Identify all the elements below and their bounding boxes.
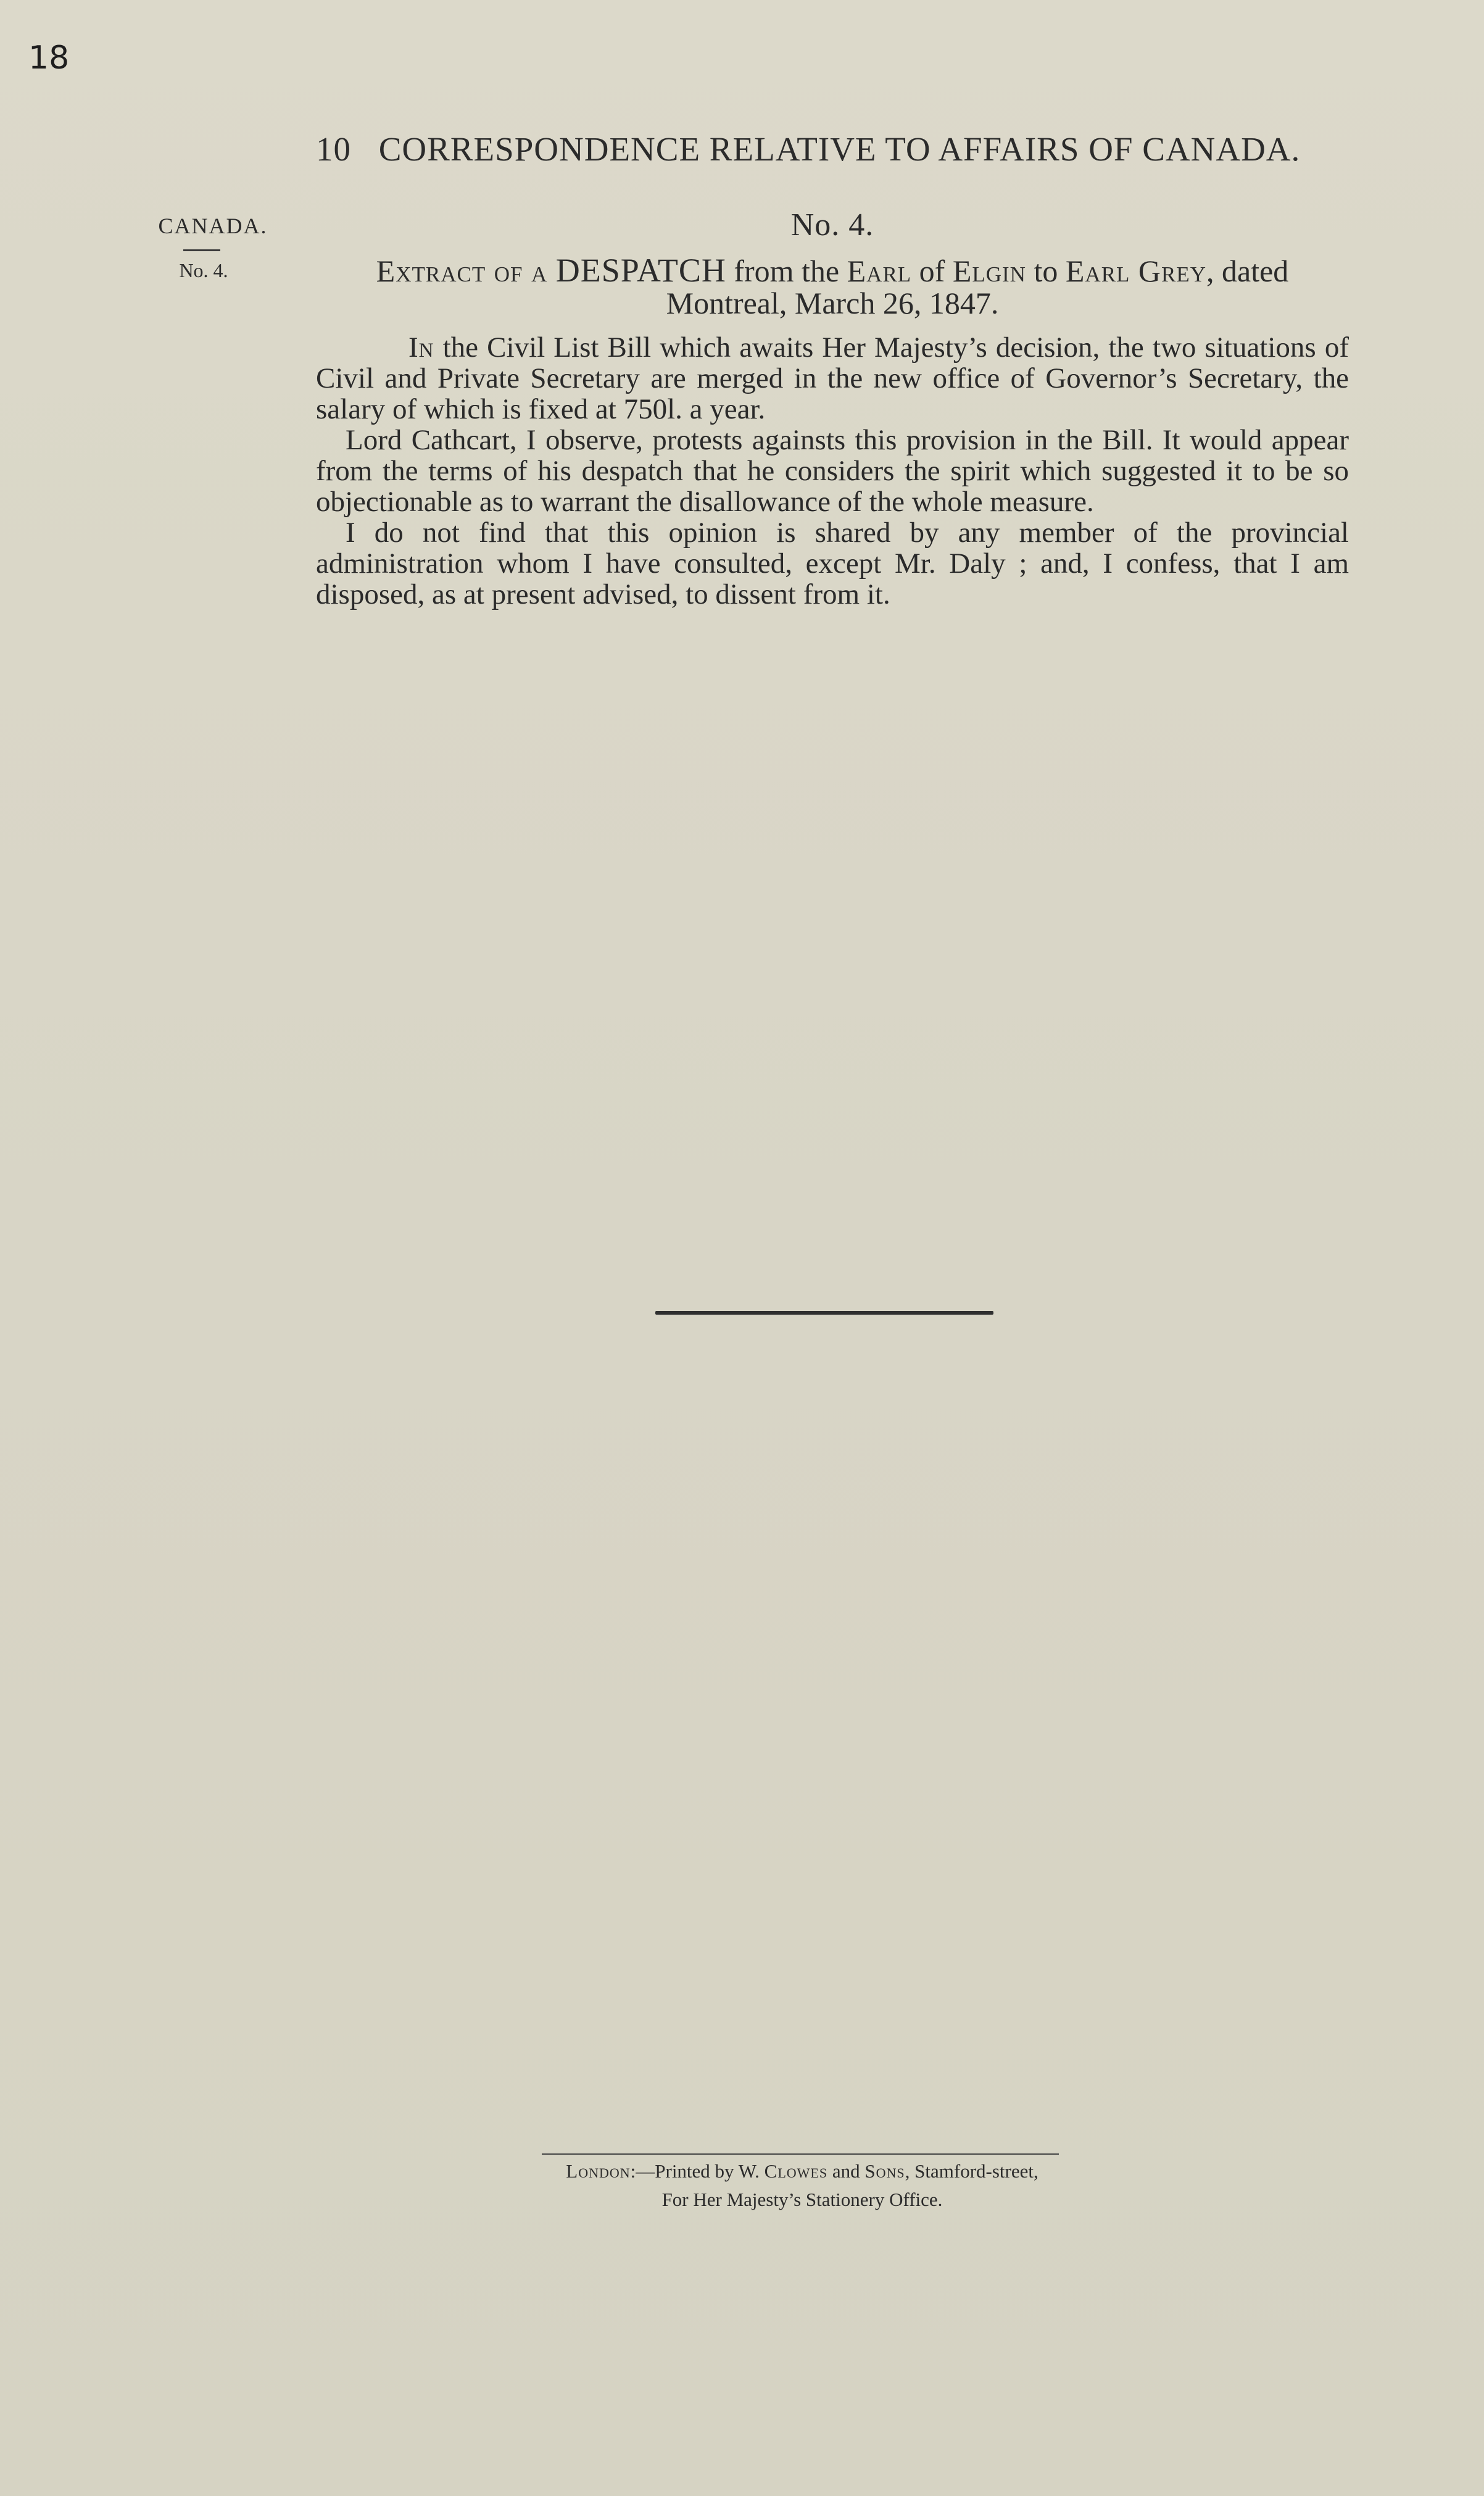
heading-earl-grey: Earl Grey — [1065, 254, 1207, 288]
imprint-street: , Stamford-street, — [905, 2160, 1038, 2182]
scan-page-number: 18 — [28, 40, 70, 77]
paragraph-2: Lord Cathcart, I observe, protests againsts this provision in the Bill. It would appear from the terms of his despatch that he considers the spirit which suggested it to be so objectionable as to warrant the disallowance of the whole measure. — [316, 424, 1349, 518]
running-head — [316, 130, 1340, 168]
imprint-rule — [542, 2153, 1059, 2155]
margin-province: CANADA. — [158, 214, 268, 238]
document-heading — [316, 254, 1349, 319]
document-heading-line-2: Montreal, March 26, 1847. — [666, 286, 999, 320]
paragraph-1 — [316, 332, 1349, 425]
heading-of: of — [911, 254, 953, 288]
imprint-sons: Sons — [864, 2160, 905, 2182]
imprint-line-1 — [494, 2160, 1111, 2182]
heading-elgin: Elgin — [952, 254, 1026, 288]
running-head-title: CORRESPONDENCE RELATIVE TO AFFAIRS OF CANADA. — [378, 130, 1301, 168]
heading-from: from the — [726, 254, 847, 288]
document-body — [316, 332, 1349, 610]
page-folio: 10 — [316, 130, 351, 168]
paragraph-1-text: the Civil List Bill which awaits Her Majesty’s decision, the two situations of Civil and Private Secretary are merged in the new office of Governor’s Secretary, the salary of which is fixed at 750l. a year. — [316, 331, 1349, 425]
document-heading-line-1 — [316, 254, 1349, 287]
document-number: No. 4. — [790, 207, 874, 243]
margin-number: No. 4. — [179, 259, 228, 281]
imprint-clowes: Clowes — [764, 2160, 828, 2182]
paragraph-1-lead: In — [408, 331, 434, 364]
imprint-london: London — [566, 2160, 631, 2182]
heading-dated: , dated — [1206, 254, 1289, 288]
imprint-and: and — [827, 2160, 865, 2182]
heading-earl: Earl — [847, 254, 912, 288]
imprint-printed-by: :—Printed by W. — [630, 2160, 765, 2182]
paragraph-3: I do not find that this opinion is shared by any member of the provincial administration whom I have consulted, except Mr. Daly ; and, I confess, that I am disposed, as at present advised, to dissent from it. — [316, 517, 1349, 610]
heading-extract: Extract of a — [376, 254, 556, 288]
margin-rule — [183, 249, 220, 251]
section-end-rule — [655, 1311, 993, 1315]
heading-to: to — [1026, 254, 1066, 288]
heading-despatch: DESPATCH — [555, 252, 726, 289]
imprint-line-2: For Her Majesty’s Stationery Office. — [661, 2189, 943, 2210]
